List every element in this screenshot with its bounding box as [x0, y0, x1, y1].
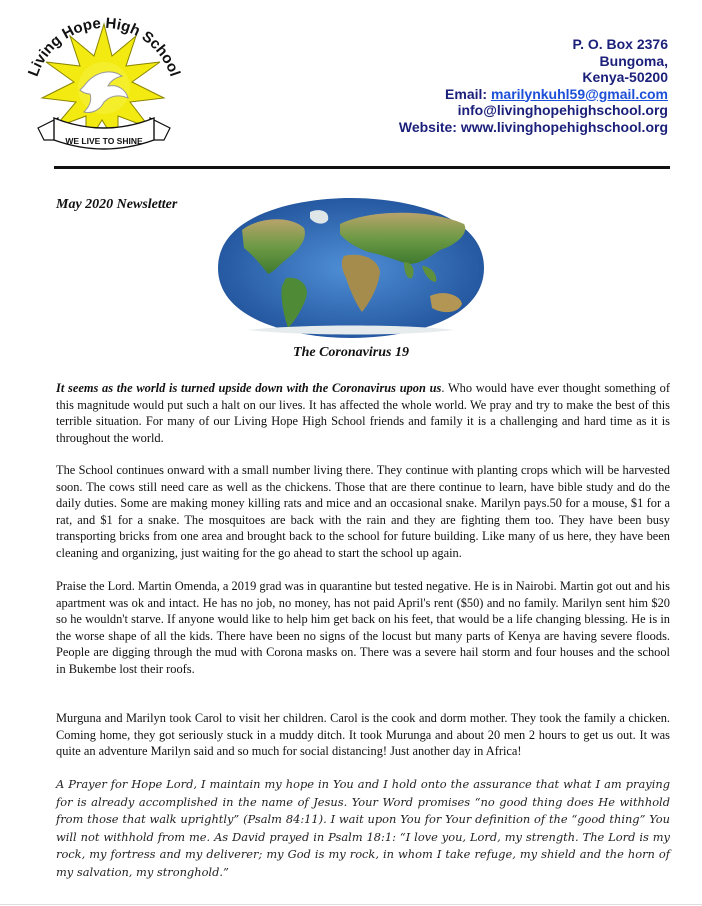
city: Bungoma, [599, 52, 668, 69]
paragraph-martin: Praise the Lord. Martin Omenda, a 2019 grad was in quarantine but tested negative. He is in Nairobi. Martin got out and his apartment was ok and intact. He has no job, no money, has not paid April's rent ($50) and no family. Marilyn sent him $20 so he wouldn't starve. If anyone would like to help him get back on his feet, that would be a life changing blessing. He is in the worse shape of all the kids. There have been no signs of the locust but many parts of Kenya are having severe floods. People are digging through the mud with Corona masks on. There was a severe hail storm and four houses and the school in Bukembe lost their roofs. [56, 579, 670, 676]
world-map-image [208, 194, 494, 342]
intro-lead: It seems as the world is turned upside down with the Coronavirus upon us [56, 381, 442, 395]
article-title: The Coronavirus 19 [293, 345, 409, 360]
intro-rest: . Who would have ever thought something of this magnitude would put such a halt on our lives. It has affected the whole world. We pray and try to make the best of this terrible situation. For many of our Living Hope High School friends and family it is a challenging and hard time as it is throughout the world. [56, 381, 671, 445]
page-bottom-edge [0, 904, 702, 905]
paragraph-carol: Murguna and Marilyn took Carol to visit her children. Carol is the cook and dorm mother. They took the family a chicken. Coming home, they got seriously stuck in a muddy ditch. It took Murunga and about 20 men 2 hours to get us out. It was quite an adventure Marilyn said and so much for social distancing! Just another day in Africa! [56, 711, 670, 759]
email-row [399, 86, 668, 103]
country: Kenya-50200 [582, 69, 668, 85]
header-divider [54, 166, 670, 169]
newsletter-title: May 2020 Newsletter [56, 197, 178, 212]
logo-motto: WE LIVE TO SHINE [65, 136, 143, 146]
po-box: P. O. Box 2376 [572, 36, 668, 52]
prayer-paragraph: A Prayer for Hope Lord, I maintain my hope in You and I hold onto the assurance that what I am praying for is already accomplished in the name of Jesus. Your Word promises “no good thing does He withhold from those that walk uprightly” (Psalm 84:11). I wait upon You for Your definition of the “good thing” You will not withhold from me. As David prayed in Psalm 18:1: “I love you, Lord, my strength. The Lord is my rock, my fortress and my deliverer; my God is my rock, in whom I take refuge, my shield and the horn of my salvation, my stronghold.” [56, 777, 670, 879]
school-logo [14, 6, 190, 166]
email-label: Email: [445, 85, 488, 102]
contact-block [399, 36, 668, 135]
logo-arc-text: Living Hope High School [24, 14, 184, 79]
paragraph-intro [56, 380, 670, 446]
email-link[interactable]: marilynkuhl59@gmail.com [490, 85, 668, 102]
email-secondary: info@livinghopehighschool.org [457, 102, 668, 118]
paragraph-school-update: The School continues onward with a small number living there. They continue with planting crops which will be harvested soon. The cows still need care as well as the chickens. Those that are there continue to learn, have bible study and do the daily duties. Some are making money killing rats and mice and an occasional snake. Marilyn pays.50 for a mouse, $1 for a rat, and $1 for a snake. The mosquitoes are back with the rain and they are fighting them too. They have been busy transporting bricks from one area and brought back to the school for future building. Like many of us here, they have been cleaning and organizing, just waiting for the go ahead to start the school up again. [56, 463, 670, 560]
website: Website: www.livinghopehighschool.org [398, 118, 668, 135]
